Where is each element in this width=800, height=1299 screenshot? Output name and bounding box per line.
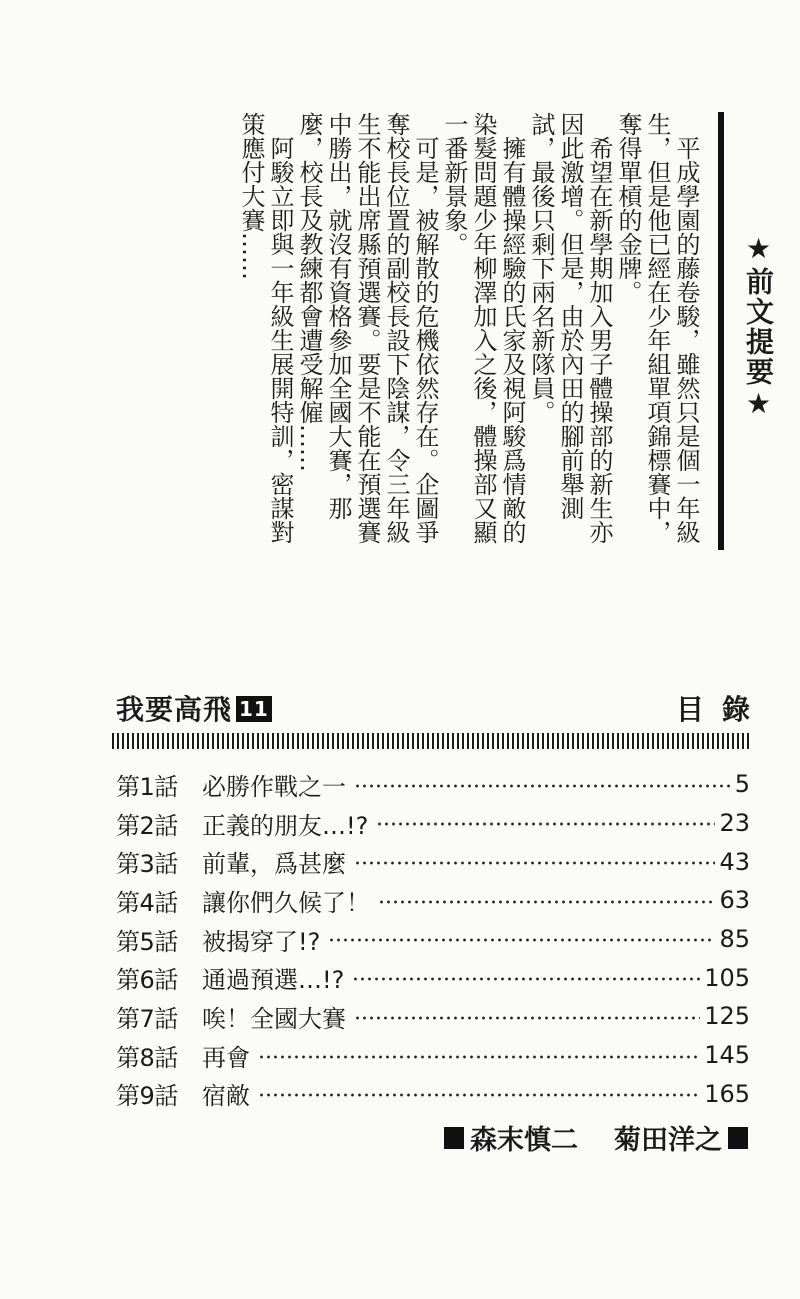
series-title [116, 688, 272, 728]
page-number: 85 [719, 925, 750, 954]
synopsis-divider [718, 112, 724, 550]
author-credits [442, 1118, 750, 1157]
synopsis-text [236, 112, 700, 552]
toc-row[interactable] [116, 881, 750, 920]
chapter-title: 讓你們久候了！ [202, 888, 370, 917]
page-number: 145 [704, 1041, 750, 1070]
toc-header [116, 688, 768, 728]
synopsis-section [0, 0, 800, 600]
chapter-title: 通過預選…!? [202, 966, 345, 995]
toc-title: 目錄 [675, 693, 768, 726]
synopsis-paragraph: 希望在新學期加入男子體操部的新生亦因此激增。但是，由於內田的腳前舉測試，最後只剩下兩名新隊員。 [527, 112, 613, 544]
chapter-number: 第2話 [116, 811, 178, 840]
chapter-number: 第5話 [116, 927, 178, 956]
toc-row[interactable] [116, 842, 750, 881]
leader-dots [354, 1004, 700, 1028]
synopsis-paragraph: 平成學園的藤卷駿，雖然只是個一年級生，但是他已經在少年組單項錦標賽中，奪得單槓的金牌。 [614, 112, 700, 544]
toc-divider [112, 733, 750, 749]
volume-badge: 11 [236, 696, 272, 722]
leader-dots [328, 927, 715, 951]
chapter-number: 第9話 [116, 1082, 178, 1111]
synopsis-heading: ★前文提要★ [742, 232, 775, 422]
page-number: 125 [704, 1002, 750, 1031]
toc-list [116, 765, 750, 1113]
chapter-title: 必勝作戰之一 [202, 772, 346, 801]
synopsis-paragraph: 可是，被解散的危機依然存在。企圖爭奪校長位置的副校長設下陰謀，令三年級生不能出席縣預選賽。要是不能在預選賽中勝出，就沒有資格參加全國大賽，那麼，校長及教練都會遭受解僱…… [295, 112, 439, 544]
chapter-number: 第3話 [116, 850, 178, 879]
toc-row[interactable] [116, 1075, 750, 1114]
synopsis-paragraph: 擁有體操經驗的氏家及視阿駿爲情敵的染髮問題少年柳澤加入之後，體操部又顯一番新景象。 [440, 112, 526, 544]
leader-dots [378, 888, 715, 912]
leader-dots [354, 772, 731, 796]
chapter-title: 唉！全國大賽 [202, 1004, 346, 1033]
synopsis-paragraph: 阿駿立即與一年級生展開特訓，密謀對策應付大賽…… [237, 112, 294, 544]
toc-row[interactable] [116, 804, 750, 843]
chapter-number: 第8話 [116, 1043, 178, 1072]
toc-row[interactable] [116, 1036, 750, 1075]
leader-dots [376, 811, 715, 835]
page-number: 63 [719, 886, 750, 915]
artist-name: 菊田洋之 [614, 1125, 722, 1156]
chapter-number: 第1話 [116, 772, 178, 801]
toc-row[interactable] [116, 958, 750, 997]
chapter-title: 再會 [202, 1043, 250, 1072]
page-number: 5 [734, 770, 750, 799]
chapter-number: 第6話 [116, 966, 178, 995]
leader-dots [354, 850, 715, 874]
author-name: 森末慎二 [470, 1125, 578, 1156]
page-number: 105 [704, 963, 750, 992]
chapter-number: 第7話 [116, 1004, 178, 1033]
chapter-title: 被揭穿了!? [202, 927, 321, 956]
series-title-text: 我要高飛 [116, 693, 233, 726]
chapter-title: 正義的朋友…!? [202, 811, 369, 840]
block-mark-right [728, 1127, 748, 1149]
leader-dots [258, 1082, 700, 1106]
block-mark-left [444, 1127, 464, 1149]
toc-row[interactable] [116, 765, 750, 804]
toc-row[interactable] [116, 997, 750, 1036]
leader-dots [258, 1043, 700, 1067]
page-number: 23 [719, 809, 750, 838]
chapter-title: 前輩，爲甚麼 [202, 850, 346, 879]
chapter-title: 宿敵 [202, 1082, 250, 1111]
leader-dots [352, 966, 700, 990]
page-number: 165 [704, 1079, 750, 1108]
page-number: 43 [719, 847, 750, 876]
chapter-number: 第4話 [116, 888, 178, 917]
toc-row[interactable] [116, 920, 750, 959]
